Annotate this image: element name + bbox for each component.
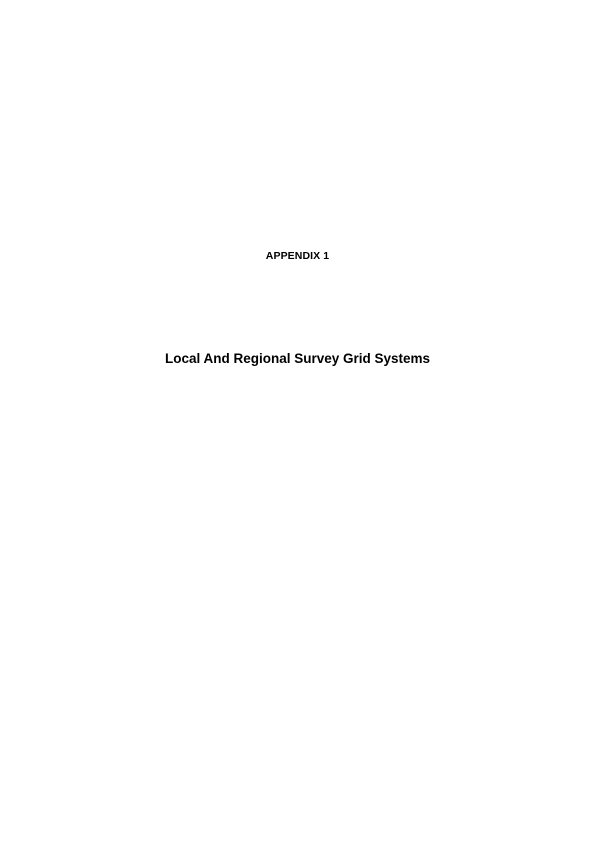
appendix-title: Local And Regional Survey Grid Systems	[164, 351, 431, 366]
appendix-label: APPENDIX 1	[265, 250, 330, 262]
